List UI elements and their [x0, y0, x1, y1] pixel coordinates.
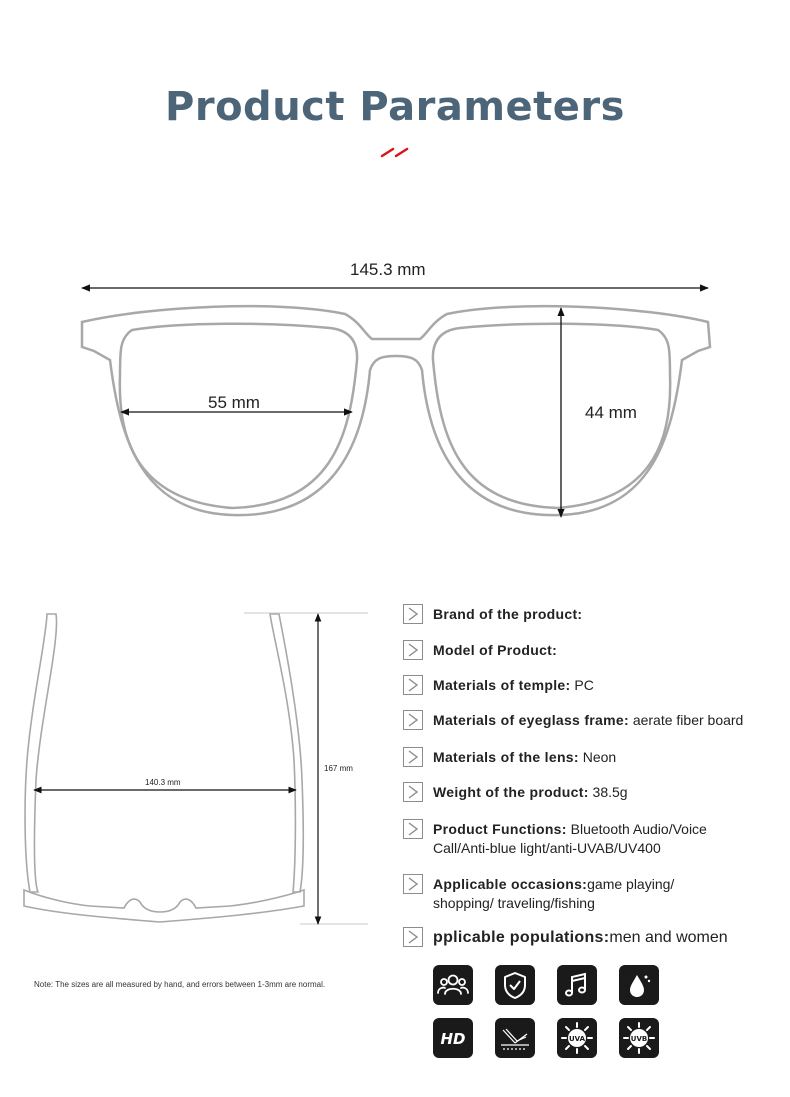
- chevron-right-icon: [403, 747, 423, 767]
- chevron-right-icon: [403, 710, 423, 730]
- uvb-sun-icon: [619, 1018, 659, 1058]
- chevron-right-icon: [403, 927, 423, 947]
- uva-sun-icon: [557, 1018, 597, 1058]
- chevron-right-icon: [403, 819, 423, 839]
- glasses-frame-top: [24, 614, 304, 922]
- hd-icon: [433, 1018, 473, 1058]
- right-temple: [270, 614, 303, 892]
- chevron-right-icon: [403, 782, 423, 802]
- svg-text:HD: HD: [440, 1030, 466, 1048]
- shield-check-icon: [495, 965, 535, 1005]
- svg-text:UVB: UVB: [630, 1035, 648, 1043]
- chevron-right-icon: [403, 604, 423, 624]
- chevron-right-icon: [403, 874, 423, 894]
- lens-left-outline: [120, 324, 357, 508]
- water-drop-icon: [619, 965, 659, 1005]
- measurement-note: Note: The sizes are all measured by hand, and errors between 1-3mm are normal.: [34, 980, 326, 989]
- temple-length-label: 167 mm: [324, 764, 353, 773]
- total-width-label: 145.3 mm: [350, 260, 426, 279]
- lens-width-label: 55 mm: [208, 393, 260, 412]
- temple-distance-label: 140.3 mm: [145, 778, 181, 787]
- left-temple: [25, 614, 56, 892]
- lens-height-label: 44 mm: [585, 403, 637, 422]
- anti-glare-icon: [495, 1018, 535, 1058]
- chevron-right-icon: [403, 675, 423, 695]
- frame-bottom: [24, 890, 304, 922]
- music-note-icon: [557, 965, 597, 1005]
- chevron-right-icon: [403, 640, 423, 660]
- page-title: Product Parameters: [165, 84, 625, 130]
- people-icon: [433, 965, 473, 1005]
- svg-text:UVA: UVA: [568, 1035, 586, 1043]
